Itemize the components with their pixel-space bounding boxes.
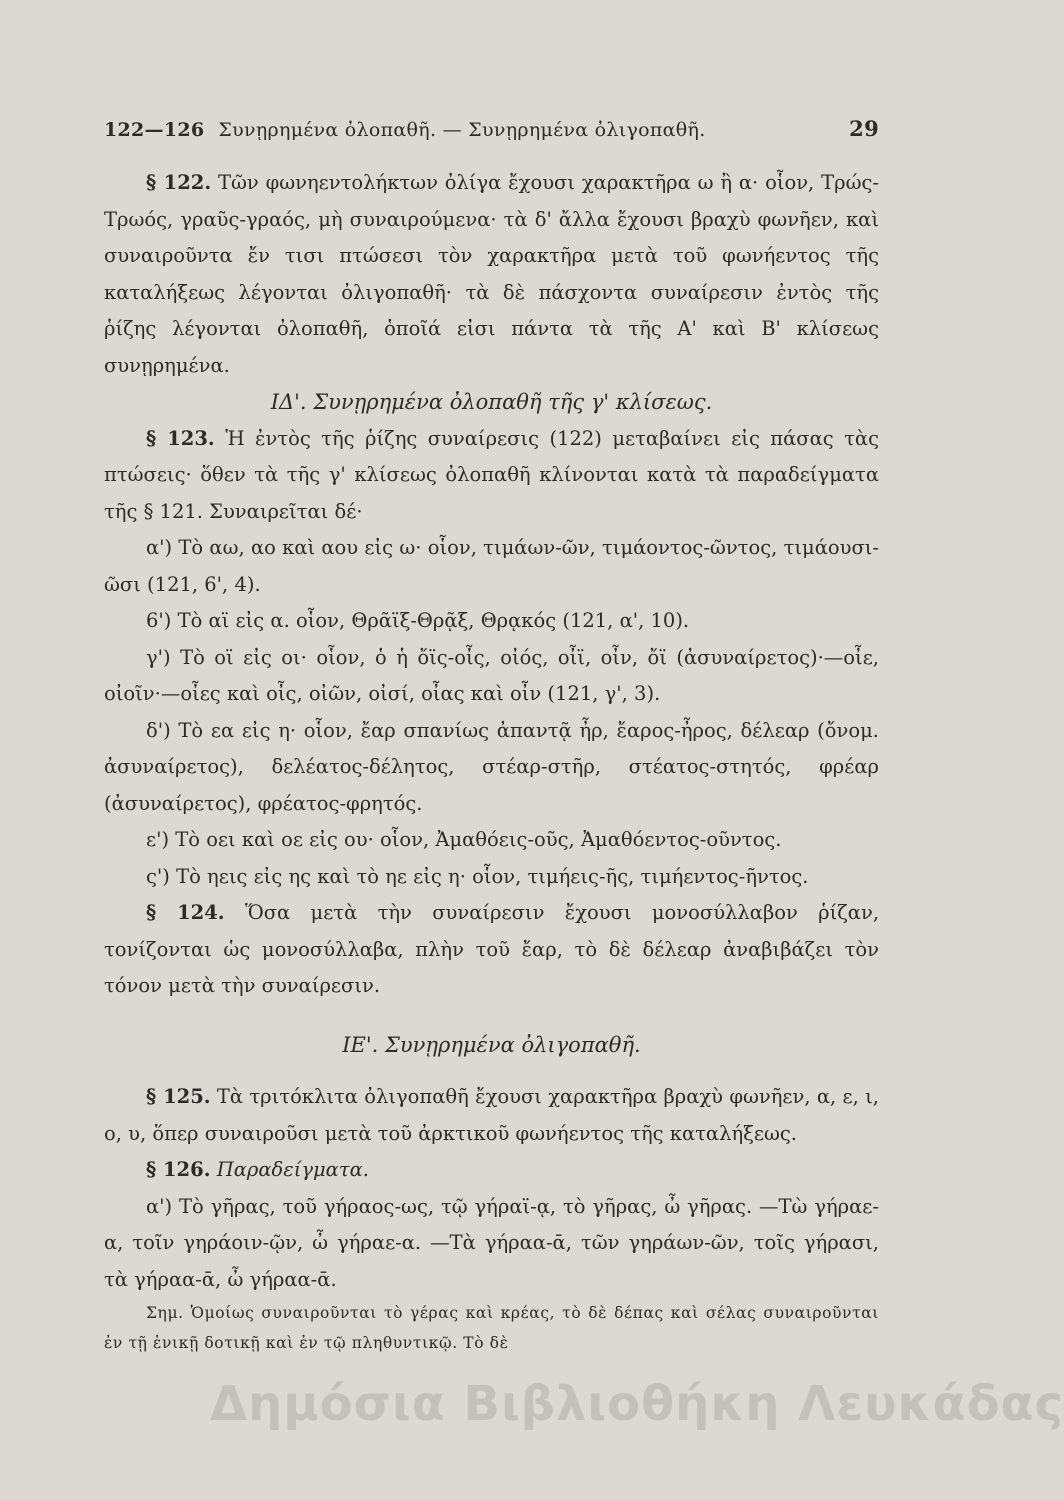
paragraph-124 [104, 895, 879, 1005]
paragraph-text: Ἡ ἐντὸς τῆς ῥίζης συναίρεσις (122) μεταβαίνει εἰς πάσας τὰς πτώσεις· ὅθεν τὰ τῆς γ' κλίσεως ὀλοπαθῆ κλίνονται κατὰ τὰ παραδείγματα τῆς § 121. Συναιρεῖται δέ· [104, 426, 880, 523]
footnote: Σημ. Ὁμοίως συναιροῦνται τὸ γέρας καὶ κρέας, τὸ δὲ δέπας καὶ σέλας συναιροῦνται ἐν τῇ ἑνικῇ δοτικῇ καὶ ἐν τῷ πληθυντικῷ. Τὸ δὲ [104, 1304, 879, 1352]
paragraph-text: Τὰ τριτόκλιτα ὀλιγοπαθῆ ἔχουσι χαρακτῆρα βραχὺ φωνῆεν, α, ε, ι, ο, υ, ὅπερ συναιροῦσι μετὰ τοῦ ἀρκτικοῦ φωνήεντος τῆς καταλήξεως. [104, 1085, 880, 1145]
library-watermark: Δημόσια Βιβλιοθήκη Λευκάδας [210, 1376, 1064, 1432]
subheading-14: ΙΔ'. Συνῃρημένα ὀλοπαθῆ τῆς γ' κλίσεως. [270, 390, 713, 414]
running-title: Συνῃρημένα ὀλοπαθῆ. — Συνῃρημένα ὀλιγοπαθῆ. [218, 119, 706, 141]
subheading-15: ΙΕ'. Συνῃρημένα ὀλιγοπαθῆ. [342, 1032, 641, 1057]
paragraph-123 [104, 421, 879, 531]
running-header [104, 116, 879, 141]
page-body [104, 165, 879, 1358]
paragraph-text: Παραδείγματα. [216, 1158, 369, 1181]
list-item: 6') Τὸ αϊ εἰς α. οἷον, Θρᾶϊξ-Θρᾷξ, Θρᾳκός (121, α', 10). [146, 609, 690, 632]
paragraph-text: Ὅσα μετὰ τὴν συναίρεσιν ἔχουσι μονοσύλλαβον ῥίζαν, τονίζονται ὡς μονοσύλλαβα, πλὴν τοῦ ἔαρ, τὸ δὲ δέλεαρ ἀναβιβάζει τὸν τόνον μετὰ τὴν συναίρεσιν. [104, 901, 880, 997]
section-range: 122—126 [104, 119, 205, 141]
list-item: ς') Τὸ ηεις εἰς ης καὶ τὸ ηε εἰς η· οἷον, τιμήεις-ῆς, τιμήεντος-ῆντος. [146, 864, 809, 888]
page-number: 29 [849, 116, 879, 141]
section-number: § 122. [146, 171, 212, 194]
paragraph-126 [104, 1152, 879, 1189]
list-item: α') Τὸ αω, αο καὶ αου εἰς ω· οἷον, τιμάων-ῶν, τιμάοντος-ῶντος, τιμάουσι-ῶσι (121, 6', 4). [104, 536, 879, 596]
paragraph-125 [104, 1079, 879, 1152]
paradigm-text: α') Τὸ γῆρας, τοῦ γήραος-ως, τῷ γήραϊ-ᾳ, τὸ γῆρας, ὦ γῆρας. —Τὼ γήραε-α, τοῖν γηράοιν-ῷν, ὦ γήραε-α. —Τὰ γήραα-ᾱ, τῶν γηράων-ῶν, τοῖς γήρασι, τὰ γήραα-ᾱ, ὦ γήραα-ᾱ. [104, 1194, 879, 1291]
section-number: § 124. [146, 901, 225, 924]
list-item: δ') Τὸ εα εἰς η· οἷον, ἔαρ σπανίως ἀπαντᾷ ἦρ, ἔαρος-ἦρος, δέλεαρ (ὄνομ. ἀσυναίρετος), δελέατος-δέλητος, στέαρ-στῆρ, στέατος-στητός, φρέαρ (ἀσυναίρετος), φρέατος-φρητός. [104, 718, 879, 815]
section-number: § 123. [146, 426, 215, 450]
section-number: § 126. [146, 1158, 211, 1181]
section-number: § 125. [146, 1085, 211, 1108]
list-item: ε') Τὸ οει καὶ οε εἰς ου· οἷον, Ἀμαθόεις-οῦς, Ἀμαθόεντος-οῦντος. [146, 828, 782, 851]
list-item: γ') Τὸ οϊ εἰς οι· οἷον, ὁ ἡ ὄϊς-οἶς, οἰός, οἶϊ, οἶν, ὄϊ (ἀσυναίρετος)·—οἶε, οἰοῖν·—οἶες καὶ οἶς, οἰῶν, οἰσί, οἶας καὶ οἶν (121, γ', 3). [104, 645, 879, 705]
paragraph-text: Τῶν φωνηεντολήκτων ὀλίγα ἔχουσι χαρακτῆρα ω ἢ α· οἷον, Τρώς-Τρωός, γραῦς-γραός, μὴ συναιρούμενα· τὰ δ' ἄλλα ἔχουσι βραχὺ φωνῆεν, καὶ συναιροῦντα ἔν τισι πτώσεσι τὸν χαρακτῆρα μετὰ τοῦ φωνήεντος τῆς καταλήξεως λέγονται ὀλιγοπαθῆ· τὰ δὲ πάσχοντα συναίρεσιν ἐντὸς τῆς ῥίζης λέγονται ὀλοπαθῆ, ὁποῖά εἰσι πάντα τὰ τῆς Α' καὶ Β' κλίσεως συνῃρημένα. [104, 171, 879, 377]
paragraph-122 [104, 165, 879, 384]
